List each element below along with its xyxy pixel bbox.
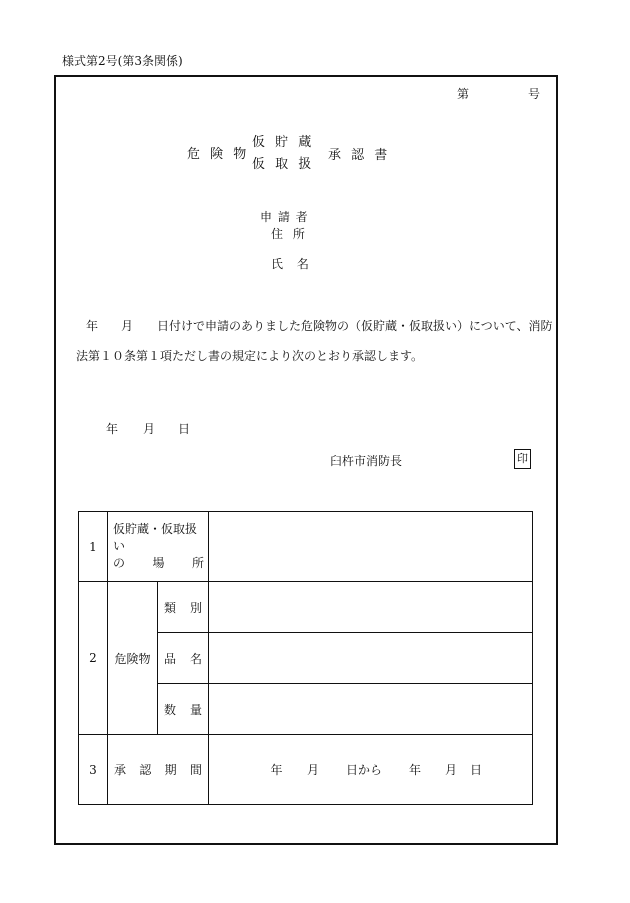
body-line2: 法第１０条第１項ただし書の規定により次のとおり承認します。: [76, 349, 424, 363]
number-dai: 第: [457, 87, 470, 101]
row2-sub-item-name: 品 名: [158, 633, 209, 684]
row2-sub-quantity: 数 量: [158, 684, 209, 735]
date-year: 年: [106, 422, 119, 436]
body-line1: 日付けで申請のありました危険物の（仮貯蔵・仮取扱い）について、消防: [157, 319, 553, 333]
applicant-label: 申 請 者: [260, 210, 309, 224]
row1-value-field[interactable]: [209, 512, 533, 582]
form-code: 様式第2号(第3条関係): [62, 54, 183, 68]
row2-category-field[interactable]: [209, 582, 533, 633]
seal-mark: 印: [514, 449, 531, 469]
applicant-name-label: 氏 名: [271, 257, 314, 271]
row3-label: 承 認 期 間: [108, 735, 209, 805]
table-row-location: [79, 512, 533, 582]
table-row-period: [79, 735, 533, 805]
row2-item-name-field[interactable]: [209, 633, 533, 684]
row2-quantity-field[interactable]: [209, 684, 533, 735]
title-suffix: 承 認 書: [328, 148, 391, 163]
date-month: 月: [143, 422, 156, 436]
title-upper: 仮 貯 蔵: [252, 135, 315, 150]
title-lower: 仮 取 扱: [252, 157, 315, 172]
body-month: 月: [121, 319, 134, 333]
row1-label: [108, 512, 209, 582]
row3-number: 3: [79, 735, 108, 805]
body-year: 年: [86, 319, 99, 333]
table-row-category: [79, 582, 533, 633]
number-go: 号: [528, 87, 541, 101]
approval-details-table: [78, 511, 533, 805]
date-day: 日: [178, 422, 191, 436]
row2-label: 危険物: [108, 582, 158, 735]
issuer-name: 臼杵市消防長: [330, 454, 403, 468]
row2-number: 2: [79, 582, 108, 735]
row1-number: 1: [79, 512, 108, 582]
row1-label-line2: の 場 所: [113, 556, 205, 570]
title-prefix: 危 険 物: [187, 147, 250, 162]
applicant-address-label: 住 所: [271, 227, 308, 241]
row3-period-field[interactable]: 年 月 日から 年 月 日: [209, 735, 533, 805]
row2-sub-category: 類 別: [158, 582, 209, 633]
row1-label-line1: 仮貯蔵・仮取扱い: [113, 522, 198, 553]
